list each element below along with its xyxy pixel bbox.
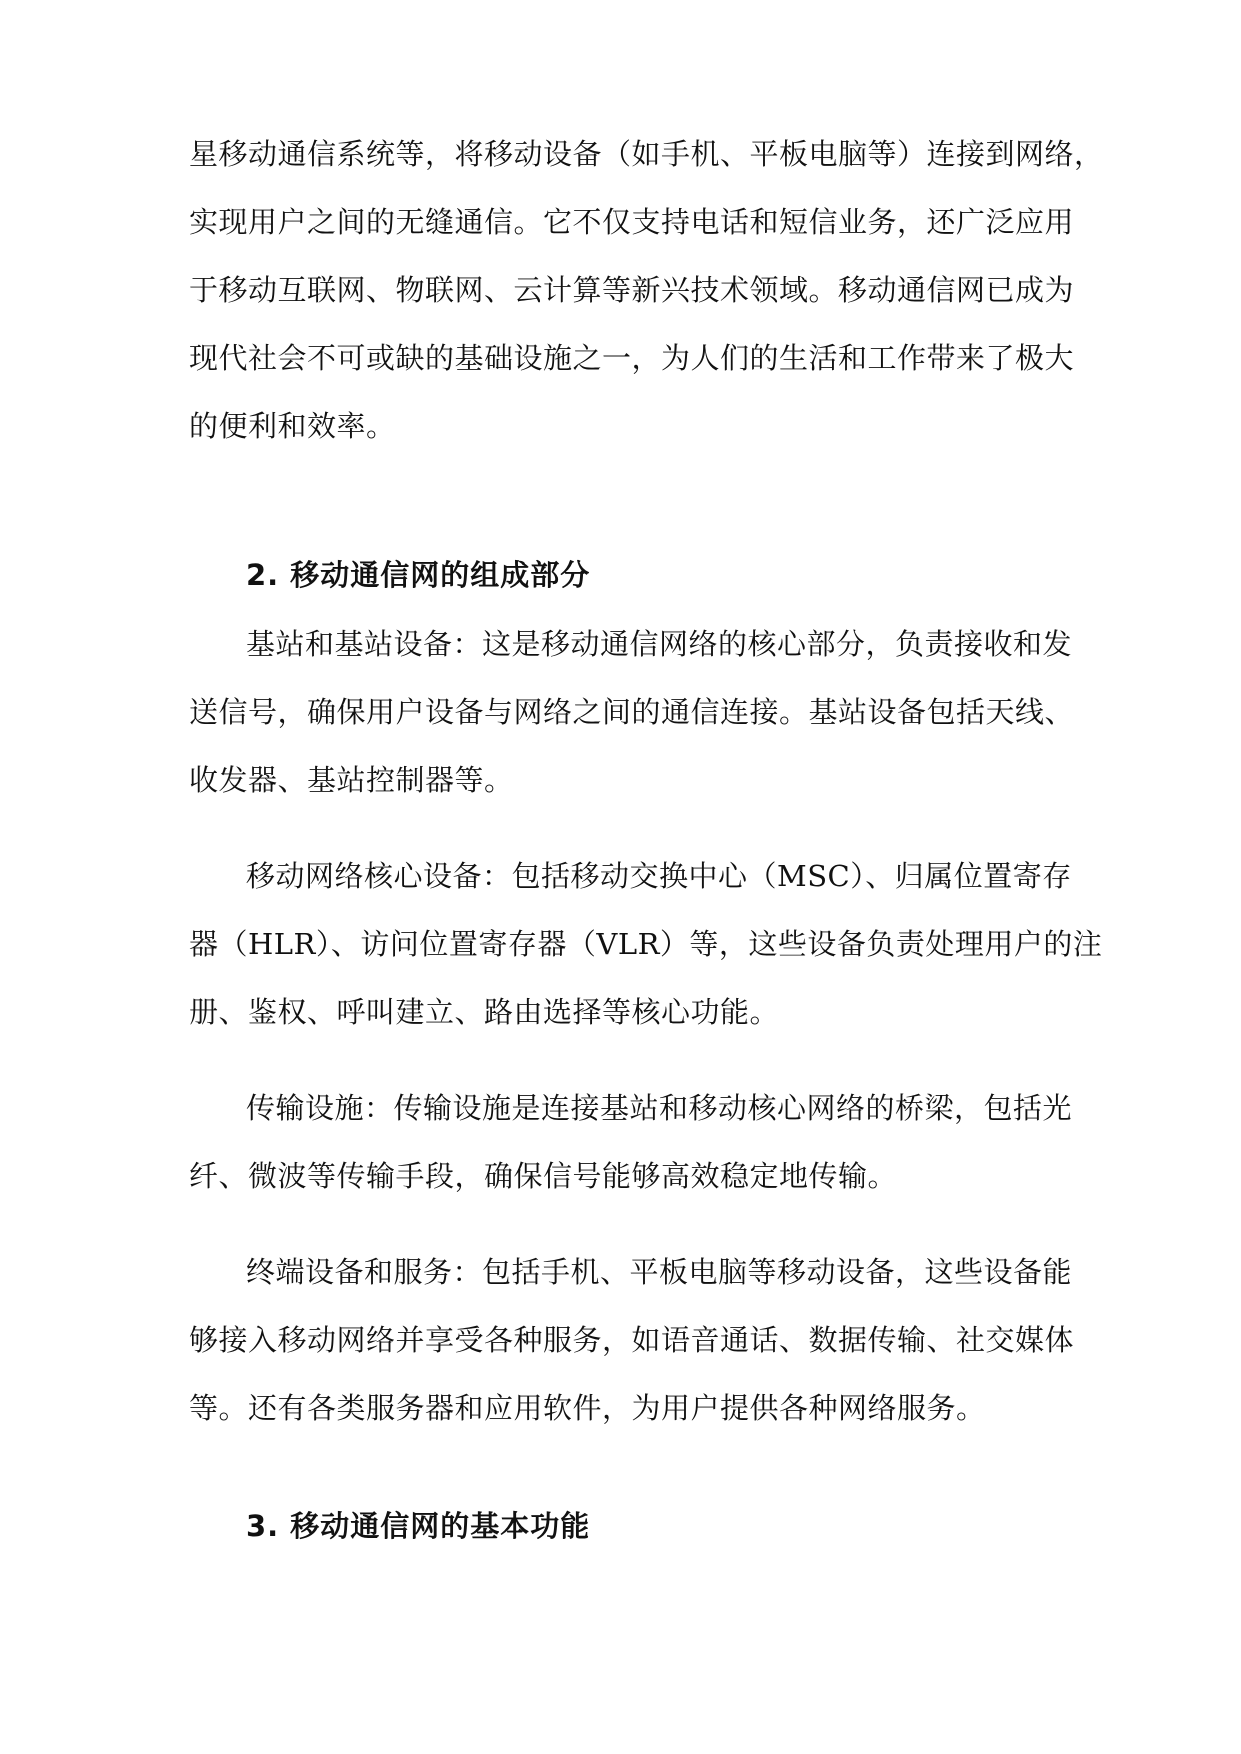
text-line: 送信号，确保用户设备与网络之间的通信连接。基站设备包括天线、 [189,695,1075,729]
text-line: 够接入移动网络并享受各种服务，如语音通话、数据传输、社交媒体 [189,1323,1075,1357]
text-line: 基站和基站设备：这是移动通信网络的核心部分，负责接收和发 [246,627,1073,661]
text-line: 实现用户之间的无缝通信。它不仅支持电话和短信业务，还广泛应用 [189,205,1075,239]
text-line: 现代社会不可或缺的基础设施之一，为人们的生活和工作带来了极大 [189,341,1075,375]
text-line: 等。还有各类服务器和应用软件，为用户提供各种网络服务。 [189,1391,986,1425]
text-line: 移动网络核心设备：包括移动交换中心（MSC）、归属位置寄存 [246,859,1072,893]
text-line: 终端设备和服务：包括手机、平板电脑等移动设备，这些设备能 [246,1255,1073,1289]
text-line: 传输设施：传输设施是连接基站和移动核心网络的桥梁，包括光 [246,1091,1073,1125]
section-heading-3: 3. 移动通信网的基本功能 [246,1509,591,1543]
text-line: 的便利和效率。 [189,409,396,443]
text-line: 器（HLR）、访问位置寄存器（VLR）等，这些设备负责处理用户的注 [189,927,1103,961]
text-line: 于移动互联网、物联网、云计算等新兴技术领域。移动通信网已成为 [189,273,1075,307]
text-line: 收发器、基站控制器等。 [189,763,514,797]
section-heading-2: 2. 移动通信网的组成部分 [246,558,591,592]
text-line: 星移动通信系统等，将移动设备（如手机、平板电脑等）连接到网络， [189,137,1104,171]
text-line: 册、鉴权、呼叫建立、路由选择等核心功能。 [189,995,780,1029]
text-line: 纤、微波等传输手段，确保信号能够高效稳定地传输。 [189,1159,898,1193]
